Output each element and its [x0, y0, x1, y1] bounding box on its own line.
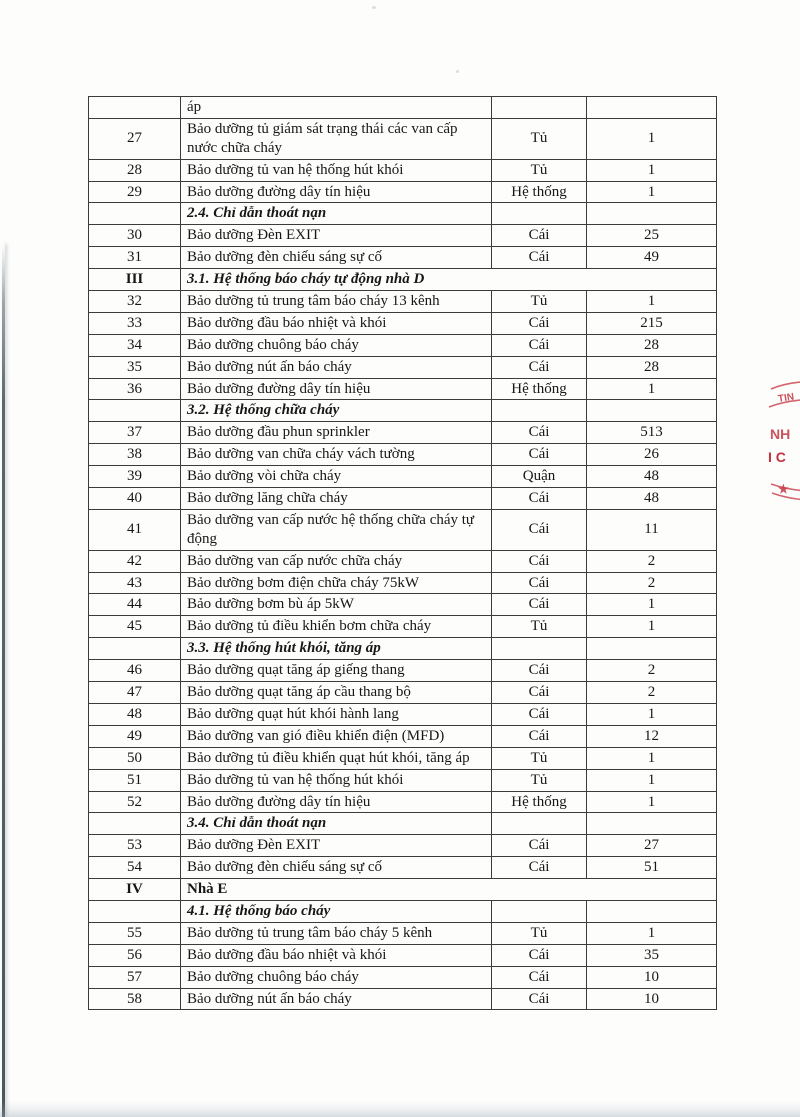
- row-unit-cell: Cái: [492, 703, 587, 725]
- row-description-cell: Bảo dưỡng đường dây tín hiệu: [181, 791, 492, 813]
- row-number-cell: 44: [89, 594, 181, 616]
- row-unit-cell: Cái: [492, 509, 587, 550]
- row-number-cell: III: [89, 269, 181, 291]
- row-number-cell: 45: [89, 616, 181, 638]
- table-row: [89, 660, 717, 682]
- row-number-cell: 57: [89, 966, 181, 988]
- row-quantity-cell: [587, 813, 717, 835]
- row-number-cell: 49: [89, 725, 181, 747]
- section-header-row: [89, 203, 717, 225]
- row-quantity-cell: 2: [587, 660, 717, 682]
- row-number-cell: 28: [89, 159, 181, 181]
- row-description-cell: Bảo dưỡng tủ trung tâm báo cháy 13 kênh: [181, 291, 492, 313]
- table-row: [89, 791, 717, 813]
- row-description-cell: Bảo dưỡng quạt tăng áp cầu thang bộ: [181, 682, 492, 704]
- row-quantity-cell: 10: [587, 988, 717, 1010]
- row-unit-cell: Tủ: [492, 922, 587, 944]
- table-row: [89, 572, 717, 594]
- row-quantity-cell: 48: [587, 466, 717, 488]
- row-quantity-cell: [587, 638, 717, 660]
- row-description-cell: Bảo dưỡng đầu báo nhiệt và khói: [181, 944, 492, 966]
- group-header-row: [89, 879, 717, 901]
- row-description-cell: Bảo dưỡng van cấp nước hệ thống chữa cháy tự động: [181, 509, 492, 550]
- row-number-cell: IV: [89, 879, 181, 901]
- row-quantity-cell: 1: [587, 181, 717, 203]
- section-header-row: [89, 638, 717, 660]
- row-description-cell: Bảo dưỡng đường dây tín hiệu: [181, 181, 492, 203]
- red-stamp-fragment: [765, 376, 800, 506]
- row-quantity-cell: 1: [587, 291, 717, 313]
- row-number-cell: 51: [89, 769, 181, 791]
- row-quantity-cell: 1: [587, 616, 717, 638]
- row-number-cell: 46: [89, 660, 181, 682]
- row-unit-cell: Cái: [492, 444, 587, 466]
- row-quantity-cell: [587, 900, 717, 922]
- row-description-cell: Bảo dưỡng đầu phun sprinkler: [181, 422, 492, 444]
- row-unit-cell: Cái: [492, 488, 587, 510]
- table-row: [89, 857, 717, 879]
- stamp-center-text-2: I C: [768, 449, 786, 465]
- row-description-cell: 2.4. Chỉ dẫn thoát nạn: [181, 203, 492, 225]
- row-unit-cell: Tủ: [492, 159, 587, 181]
- row-quantity-cell: 25: [587, 225, 717, 247]
- row-description-cell: Bảo dưỡng tủ điều khiển bơm chữa cháy: [181, 616, 492, 638]
- row-description-cell: Bảo dưỡng nút ấn báo cháy: [181, 356, 492, 378]
- section-header-row: [89, 900, 717, 922]
- row-description-cell: Bảo dưỡng chuông báo cháy: [181, 334, 492, 356]
- row-unit-cell: Cái: [492, 312, 587, 334]
- row-quantity-cell: 1: [587, 378, 717, 400]
- row-number-cell: 30: [89, 225, 181, 247]
- row-quantity-cell: 2: [587, 682, 717, 704]
- table-row: [89, 356, 717, 378]
- row-description-cell: Bảo dưỡng van cấp nước chữa cháy: [181, 550, 492, 572]
- row-quantity-cell: 35: [587, 944, 717, 966]
- row-number-cell: 32: [89, 291, 181, 313]
- row-quantity-cell: 2: [587, 550, 717, 572]
- row-description-cell: Bảo dưỡng tủ giám sát trạng thái các van cấp nước chữa cháy: [181, 118, 492, 159]
- row-number-cell: 33: [89, 312, 181, 334]
- table-row: [89, 334, 717, 356]
- row-number-cell: 38: [89, 444, 181, 466]
- section-header-row: [89, 813, 717, 835]
- row-unit-cell: Tủ: [492, 291, 587, 313]
- row-description-cell: Bảo dưỡng quạt tăng áp giếng thang: [181, 660, 492, 682]
- row-quantity-cell: 27: [587, 835, 717, 857]
- row-unit-cell: Cái: [492, 660, 587, 682]
- row-description-cell: Bảo dưỡng bơm bù áp 5kW: [181, 594, 492, 616]
- row-number-cell: 34: [89, 334, 181, 356]
- row-number-cell: 35: [89, 356, 181, 378]
- row-quantity-cell: 215: [587, 312, 717, 334]
- row-description-cell: Bảo dưỡng đèn chiếu sáng sự cố: [181, 247, 492, 269]
- row-description-cell: Bảo dưỡng bơm điện chữa cháy 75kW: [181, 572, 492, 594]
- row-number-cell: 31: [89, 247, 181, 269]
- row-quantity-cell: 48: [587, 488, 717, 510]
- table-row: [89, 291, 717, 313]
- row-unit-cell: Tủ: [492, 747, 587, 769]
- row-unit-cell: [492, 813, 587, 835]
- row-unit-cell: Tủ: [492, 118, 587, 159]
- row-unit-cell: Cái: [492, 334, 587, 356]
- row-unit-cell: Hệ thống: [492, 791, 587, 813]
- table-row: [89, 725, 717, 747]
- row-number-cell: 39: [89, 466, 181, 488]
- table-row: [89, 835, 717, 857]
- row-unit-cell: Cái: [492, 966, 587, 988]
- row-description-cell: Bảo dưỡng Đèn EXIT: [181, 835, 492, 857]
- row-quantity-cell: 28: [587, 356, 717, 378]
- row-description-cell: Bảo dưỡng tủ van hệ thống hút khói: [181, 159, 492, 181]
- row-number-cell: 54: [89, 857, 181, 879]
- table-row: [89, 488, 717, 510]
- row-quantity-cell: 2: [587, 572, 717, 594]
- row-number-cell: 58: [89, 988, 181, 1010]
- row-unit-cell: [492, 400, 587, 422]
- row-quantity-cell: [587, 97, 717, 119]
- table-row: [89, 159, 717, 181]
- row-quantity-cell: 1: [587, 118, 717, 159]
- row-quantity-cell: 1: [587, 594, 717, 616]
- row-number-cell: 47: [89, 682, 181, 704]
- table-row: [89, 922, 717, 944]
- row-number-cell: 36: [89, 378, 181, 400]
- table-row: [89, 616, 717, 638]
- row-number-cell: [89, 97, 181, 119]
- row-description-cell: Bảo dưỡng tủ trung tâm báo cháy 5 kênh: [181, 922, 492, 944]
- table-row: [89, 378, 717, 400]
- table-row: [89, 97, 717, 119]
- table-row: [89, 966, 717, 988]
- row-unit-cell: Cái: [492, 247, 587, 269]
- row-number-cell: 55: [89, 922, 181, 944]
- row-number-cell: [89, 813, 181, 835]
- row-quantity-cell: 51: [587, 857, 717, 879]
- row-number-cell: 41: [89, 509, 181, 550]
- row-quantity-cell: 1: [587, 747, 717, 769]
- row-description-cell: Bảo dưỡng chuông báo cháy: [181, 966, 492, 988]
- row-quantity-cell: 11: [587, 509, 717, 550]
- row-number-cell: 50: [89, 747, 181, 769]
- table-row: [89, 444, 717, 466]
- row-unit-cell: Cái: [492, 988, 587, 1010]
- row-number-cell: 29: [89, 181, 181, 203]
- scan-noise-speck: [456, 70, 459, 73]
- table-row: [89, 988, 717, 1010]
- table-row: [89, 118, 717, 159]
- scan-noise-speck: [372, 6, 376, 9]
- row-description-cell: 3.2. Hệ thống chữa cháy: [181, 400, 492, 422]
- table-row: [89, 550, 717, 572]
- row-quantity-cell: 513: [587, 422, 717, 444]
- row-number-cell: [89, 900, 181, 922]
- row-quantity-cell: [587, 203, 717, 225]
- red-stamp-svg: [765, 376, 800, 506]
- row-description-cell: áp: [181, 97, 492, 119]
- row-description-cell: Bảo dưỡng tủ điều khiển quạt hút khói, tăng áp: [181, 747, 492, 769]
- scan-edge-shadow-left: [2, 244, 5, 1117]
- row-unit-cell: [492, 638, 587, 660]
- table-row: [89, 312, 717, 334]
- row-quantity-cell: 1: [587, 703, 717, 725]
- row-quantity-cell: 28: [587, 334, 717, 356]
- row-unit-cell: Hệ thống: [492, 181, 587, 203]
- row-quantity-cell: 26: [587, 444, 717, 466]
- row-unit-cell: Tủ: [492, 616, 587, 638]
- table-row: [89, 769, 717, 791]
- row-unit-cell: [492, 203, 587, 225]
- table-row: [89, 422, 717, 444]
- stamp-arc-text: TIN: [777, 391, 795, 406]
- row-unit-cell: Cái: [492, 356, 587, 378]
- row-description-cell: Bảo dưỡng đầu báo nhiệt và khói: [181, 312, 492, 334]
- row-unit-cell: Cái: [492, 944, 587, 966]
- table-row: [89, 225, 717, 247]
- table-row: [89, 703, 717, 725]
- row-unit-cell: Quận: [492, 466, 587, 488]
- row-number-cell: 42: [89, 550, 181, 572]
- row-unit-cell: [492, 97, 587, 119]
- row-description-cell: 3.1. Hệ thống báo cháy tự động nhà D: [181, 269, 717, 291]
- section-header-row: [89, 400, 717, 422]
- row-number-cell: 56: [89, 944, 181, 966]
- group-header-row: [89, 269, 717, 291]
- table-row: [89, 594, 717, 616]
- row-quantity-cell: 1: [587, 791, 717, 813]
- row-number-cell: 53: [89, 835, 181, 857]
- row-quantity-cell: 12: [587, 725, 717, 747]
- table-row: [89, 747, 717, 769]
- row-description-cell: Bảo dưỡng lăng chữa cháy: [181, 488, 492, 510]
- table-row: [89, 509, 717, 550]
- row-description-cell: 3.3. Hệ thống hút khói, tăng áp: [181, 638, 492, 660]
- table-row: [89, 181, 717, 203]
- stamp-ring-arc: [771, 381, 800, 389]
- row-quantity-cell: [587, 400, 717, 422]
- maintenance-schedule-table: [88, 96, 717, 1010]
- row-quantity-cell: 1: [587, 769, 717, 791]
- row-number-cell: 40: [89, 488, 181, 510]
- row-number-cell: [89, 400, 181, 422]
- row-unit-cell: Cái: [492, 572, 587, 594]
- row-description-cell: Bảo dưỡng đường dây tín hiệu: [181, 378, 492, 400]
- row-quantity-cell: 49: [587, 247, 717, 269]
- row-unit-cell: Tủ: [492, 769, 587, 791]
- table-row: [89, 944, 717, 966]
- row-description-cell: Bảo dưỡng Đèn EXIT: [181, 225, 492, 247]
- row-description-cell: Bảo dưỡng vòi chữa cháy: [181, 466, 492, 488]
- row-unit-cell: Cái: [492, 857, 587, 879]
- row-unit-cell: Cái: [492, 682, 587, 704]
- row-unit-cell: Cái: [492, 725, 587, 747]
- row-unit-cell: Cái: [492, 422, 587, 444]
- row-unit-cell: Cái: [492, 225, 587, 247]
- row-description-cell: Bảo dưỡng tủ van hệ thống hút khói: [181, 769, 492, 791]
- row-number-cell: [89, 638, 181, 660]
- row-description-cell: Nhà E: [181, 879, 717, 901]
- row-unit-cell: Cái: [492, 835, 587, 857]
- row-quantity-cell: 10: [587, 966, 717, 988]
- table-row: [89, 466, 717, 488]
- row-description-cell: Bảo dưỡng nút ấn báo cháy: [181, 988, 492, 1010]
- row-description-cell: Bảo dưỡng quạt hút khói hành lang: [181, 703, 492, 725]
- row-unit-cell: [492, 900, 587, 922]
- row-unit-cell: Hệ thống: [492, 378, 587, 400]
- row-description-cell: Bảo dưỡng đèn chiếu sáng sự cố: [181, 857, 492, 879]
- row-quantity-cell: 1: [587, 159, 717, 181]
- row-number-cell: 43: [89, 572, 181, 594]
- row-description-cell: Bảo dưỡng van gió điều khiển điện (MFD): [181, 725, 492, 747]
- row-number-cell: 52: [89, 791, 181, 813]
- row-description-cell: Bảo dưỡng van chữa cháy vách tường: [181, 444, 492, 466]
- row-description-cell: 3.4. Chỉ dẫn thoát nạn: [181, 813, 492, 835]
- row-unit-cell: Cái: [492, 594, 587, 616]
- row-description-cell: 4.1. Hệ thống báo cháy: [181, 900, 492, 922]
- row-unit-cell: Cái: [492, 550, 587, 572]
- stamp-center-text-1: NH: [770, 426, 791, 442]
- row-number-cell: 27: [89, 118, 181, 159]
- scan-edge-shadow-bottom: [0, 1101, 800, 1117]
- table-row: [89, 247, 717, 269]
- row-number-cell: [89, 203, 181, 225]
- row-number-cell: 37: [89, 422, 181, 444]
- row-number-cell: 48: [89, 703, 181, 725]
- row-quantity-cell: 1: [587, 922, 717, 944]
- table-row: [89, 682, 717, 704]
- stamp-star-icon: ★: [778, 482, 789, 496]
